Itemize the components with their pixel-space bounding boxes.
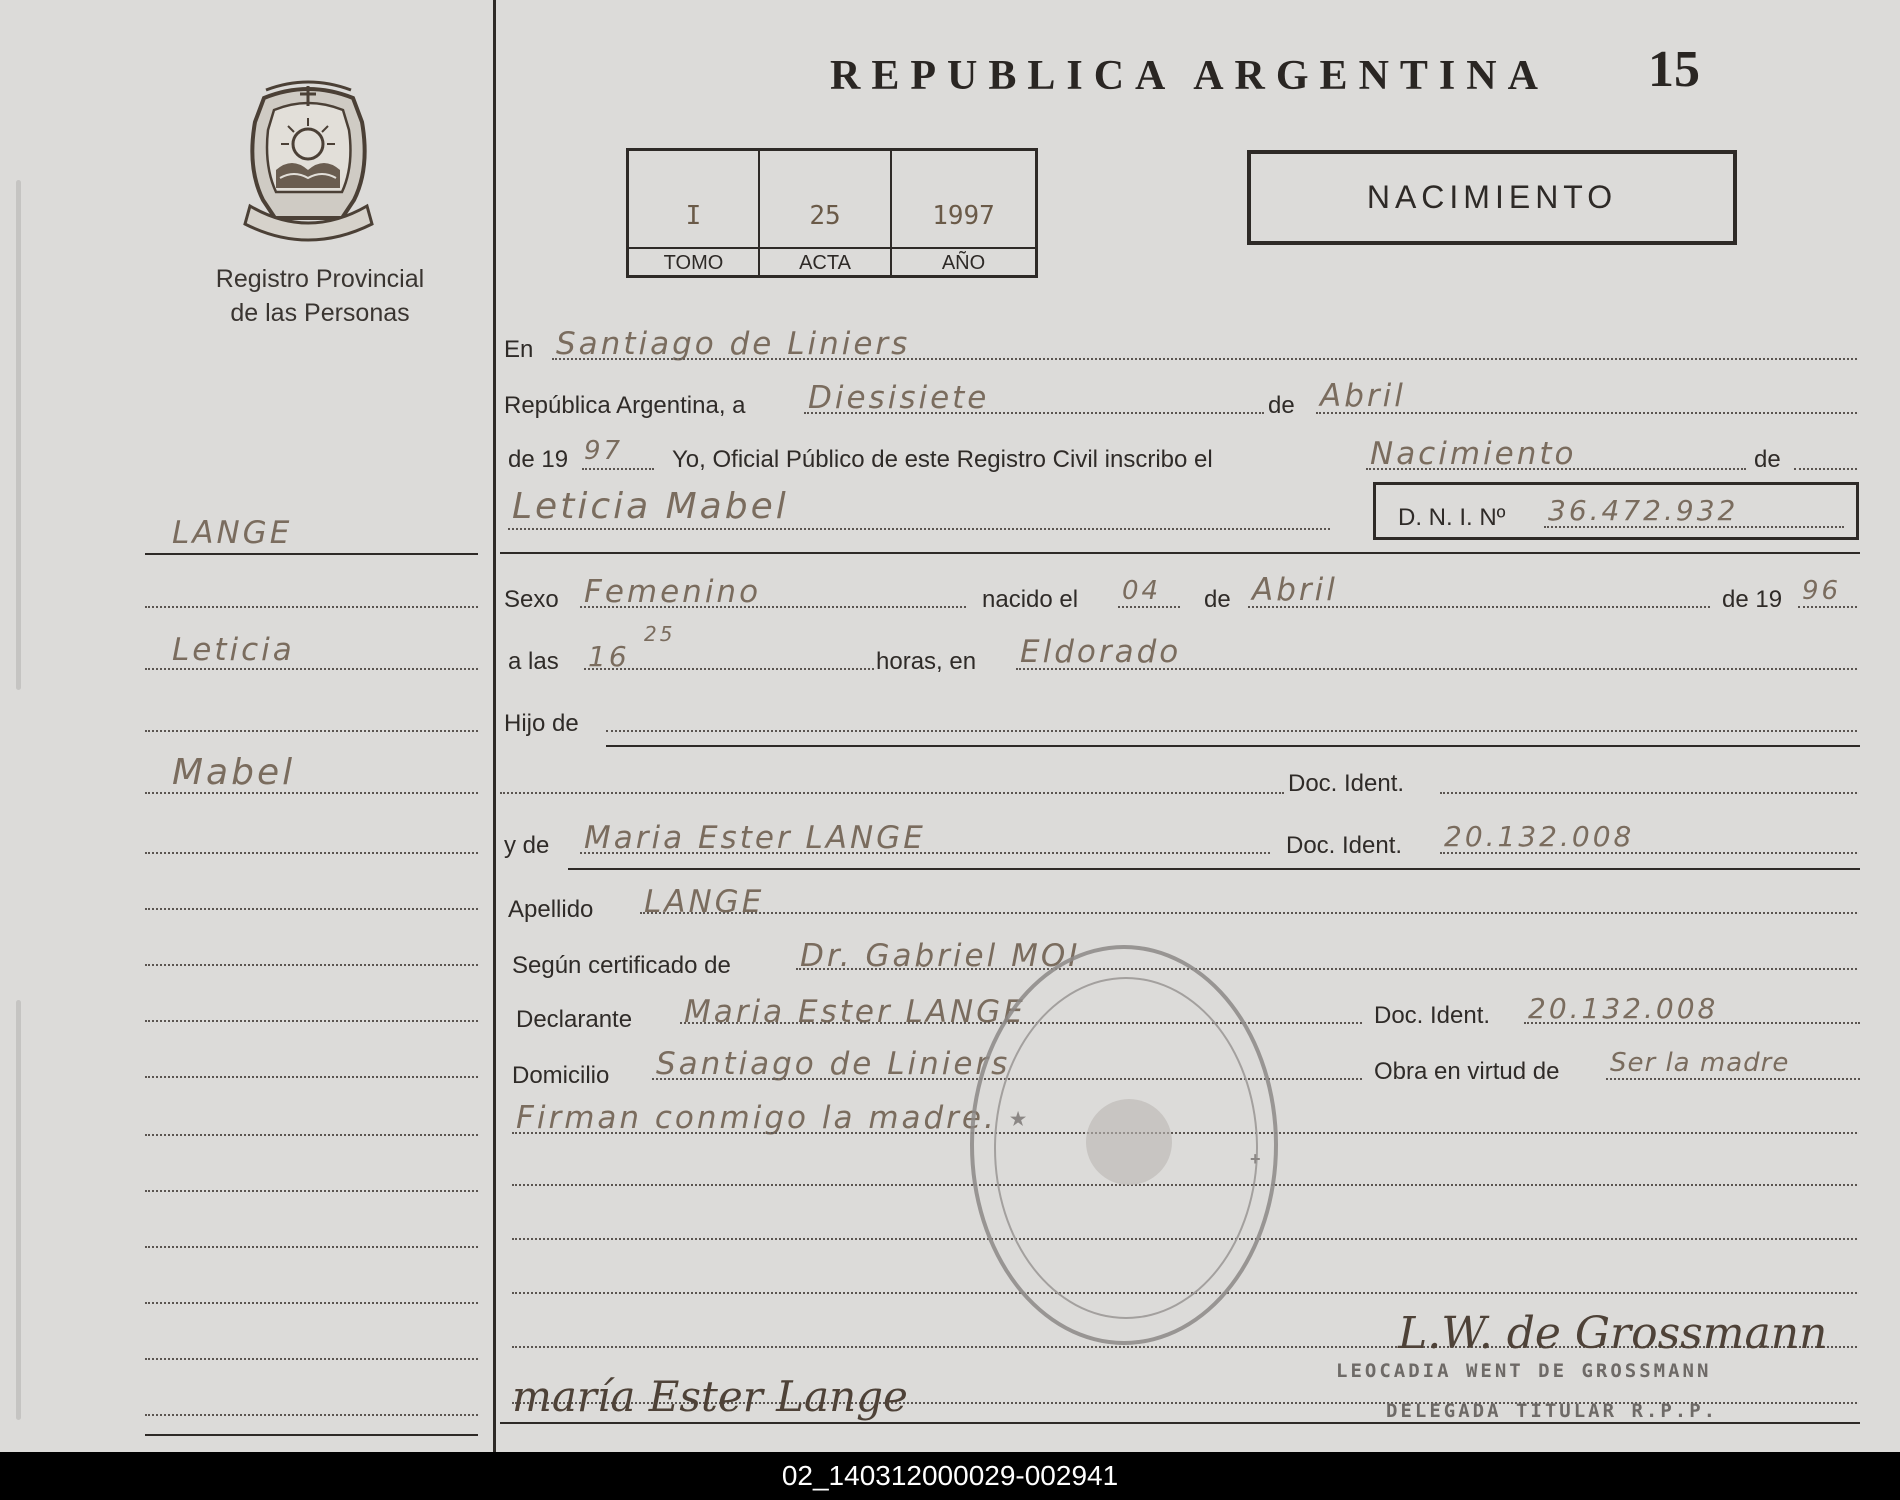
margin-middle-name: Mabel — [172, 752, 296, 793]
birth-month-line — [1248, 606, 1710, 608]
republica-label: República Argentina, a — [504, 392, 746, 419]
page-fold-mark — [16, 180, 21, 690]
place-value: Santiago de Liniers — [556, 326, 911, 362]
observacion-value: Firman conmigo la madre. — [516, 1100, 997, 1136]
tomo-cell — [629, 151, 760, 275]
declarante-doc-line — [1524, 1022, 1860, 1024]
document-type-box: NACIMIENTO — [1247, 150, 1737, 245]
margin-rule — [145, 1358, 478, 1360]
de-label: de — [1268, 392, 1295, 419]
father-line-2 — [500, 792, 1284, 794]
birth-place-line — [1016, 668, 1857, 670]
margin-first-name: Leticia — [172, 632, 295, 668]
provincia-de-misiones-seal-icon — [236, 78, 381, 243]
seal-star-icon: ★ — [1010, 1109, 1027, 1129]
margin-rule — [145, 792, 478, 794]
certificado-label: Según certificado de — [512, 952, 731, 979]
bottom-rule — [500, 1422, 1860, 1424]
minutes-value: 25 — [644, 622, 676, 646]
act-type-value: Nacimiento — [1370, 436, 1577, 472]
father-line — [606, 730, 1857, 732]
declarante-doc-label: Doc. Ident. — [1374, 1002, 1491, 1029]
certificado-line — [796, 968, 1857, 970]
de-label-3: de — [1204, 586, 1231, 613]
column-separator — [493, 0, 496, 1452]
official-stamp-name: LEOCADIA WENT DE GROSSMANN — [1336, 1360, 1712, 1382]
section-rule — [500, 552, 1860, 554]
mother-signature: maría Ester Lange — [512, 1372, 908, 1421]
margin-rule — [145, 1020, 478, 1022]
yo-oficial-label: Yo, Oficial Público de este Registro Civil inscribo el — [672, 446, 1213, 473]
page-number: 15 — [1648, 41, 1700, 98]
anio-label: AÑO — [892, 247, 1035, 277]
horas-label: horas, en — [876, 648, 977, 675]
official-seal-icon — [970, 945, 1278, 1345]
seal-emblem-icon — [1086, 1099, 1172, 1185]
dni-label: D. N. I. Nº — [1398, 504, 1506, 531]
dni-value: 36.472.932 — [1548, 494, 1739, 527]
file-id-bar: 02_140312000029-002941 — [0, 1452, 1900, 1500]
hour-line — [584, 668, 874, 670]
father-doc-label: Doc. Ident. — [1288, 770, 1405, 797]
month-value: Abril — [1320, 378, 1406, 414]
declarante-label: Declarante — [516, 1006, 633, 1033]
sexo-label: Sexo — [504, 586, 559, 613]
obra-value: Ser la madre — [1610, 1048, 1790, 1078]
margin-rule — [145, 1414, 478, 1416]
year-line — [582, 468, 654, 470]
tomo-label: TOMO — [629, 247, 758, 277]
seal-cross-icon: + — [1250, 1149, 1261, 1169]
declarante-value: Maria Ester LANGE — [684, 994, 1026, 1030]
day-line — [804, 412, 1264, 414]
sexo-line — [580, 606, 966, 608]
acta-value: 25 — [809, 201, 841, 231]
a-las-label: a las — [508, 648, 559, 675]
mother-doc-value: 20.132.008 — [1444, 820, 1635, 853]
year-prefix-label: de 19 — [508, 446, 569, 473]
agency-name — [170, 262, 470, 330]
margin-rule — [145, 1246, 478, 1248]
act-type-line-end — [1794, 468, 1857, 470]
obra-label: Obra en virtud de — [1374, 1058, 1560, 1085]
day-value: Diesisiete — [808, 380, 990, 416]
record-reference-box — [626, 148, 1038, 278]
month-line — [1316, 412, 1857, 414]
birth-place-value: Eldorado — [1020, 634, 1182, 670]
de-label-2: de — [1754, 446, 1781, 473]
anio-cell — [892, 151, 1035, 275]
margin-rule — [145, 1434, 478, 1436]
en-label: En — [504, 336, 534, 363]
anio-value: 1997 — [932, 201, 995, 231]
father-rule — [606, 745, 1860, 747]
margin-surname: LANGE — [172, 515, 293, 551]
nacido-label: nacido el — [982, 586, 1079, 613]
mother-doc-line — [1440, 852, 1857, 854]
birth-day-line — [1118, 606, 1180, 608]
mother-rule — [568, 868, 1860, 870]
birth-day-value: 04 — [1122, 576, 1162, 606]
obra-line — [1606, 1078, 1860, 1080]
year-suffix-value: 97 — [584, 436, 624, 466]
place-line — [552, 358, 1857, 360]
sexo-value: Femenino — [584, 574, 762, 610]
birth-year-line — [1798, 606, 1857, 608]
birth-year-suffix-value: 96 — [1802, 576, 1842, 606]
page-fold-mark — [16, 1000, 21, 1420]
mother-doc-label: Doc. Ident. — [1286, 832, 1403, 859]
child-name-value: Leticia Mabel — [512, 486, 789, 527]
acta-label: ACTA — [760, 247, 890, 277]
y-de-label: y de — [504, 832, 550, 859]
hour-value: 16 — [588, 640, 630, 673]
country-title: REPUBLICA ARGENTINA — [830, 53, 1549, 99]
official-signature: L.W. de Grossmann — [1398, 1308, 1828, 1359]
margin-rule — [145, 730, 478, 732]
tomo-value: I — [685, 201, 702, 231]
margin-rule — [145, 852, 478, 854]
mother-line — [580, 852, 1270, 854]
margin-rule — [145, 1190, 478, 1192]
margin-rule — [145, 964, 478, 966]
acta-cell — [760, 151, 892, 275]
declarante-doc-value: 20.132.008 — [1528, 992, 1719, 1025]
dni-line — [1544, 526, 1844, 528]
apellido-value: LANGE — [644, 884, 765, 920]
margin-rule — [145, 553, 478, 555]
mother-value: Maria Ester LANGE — [584, 820, 926, 856]
official-stamp-title: DELEGADA TITULAR R.P.P. — [1386, 1400, 1719, 1422]
child-name-line — [508, 528, 1330, 530]
hijo-label: Hijo de — [504, 710, 579, 737]
margin-rule — [145, 1302, 478, 1304]
act-type-line — [1366, 468, 1746, 470]
margin-rule — [145, 908, 478, 910]
agency-name-line2: de las Personas — [230, 299, 410, 327]
father-doc-line — [1440, 792, 1857, 794]
birth-year-prefix-label: de 19 — [1722, 586, 1783, 613]
agency-name-line1: Registro Provincial — [215, 265, 425, 293]
birth-month-value: Abril — [1252, 572, 1338, 608]
certificado-value: Dr. Gabriel MOI — [800, 938, 1081, 974]
margin-rule — [145, 1076, 478, 1078]
domicilio-label: Domicilio — [512, 1062, 610, 1089]
margin-rule — [145, 606, 478, 608]
margin-rule — [145, 668, 478, 670]
apellido-line — [640, 912, 1857, 914]
margin-rule — [145, 1134, 478, 1136]
apellido-label: Apellido — [508, 896, 594, 923]
domicilio-value: Santiago de Liniers — [656, 1046, 1011, 1082]
